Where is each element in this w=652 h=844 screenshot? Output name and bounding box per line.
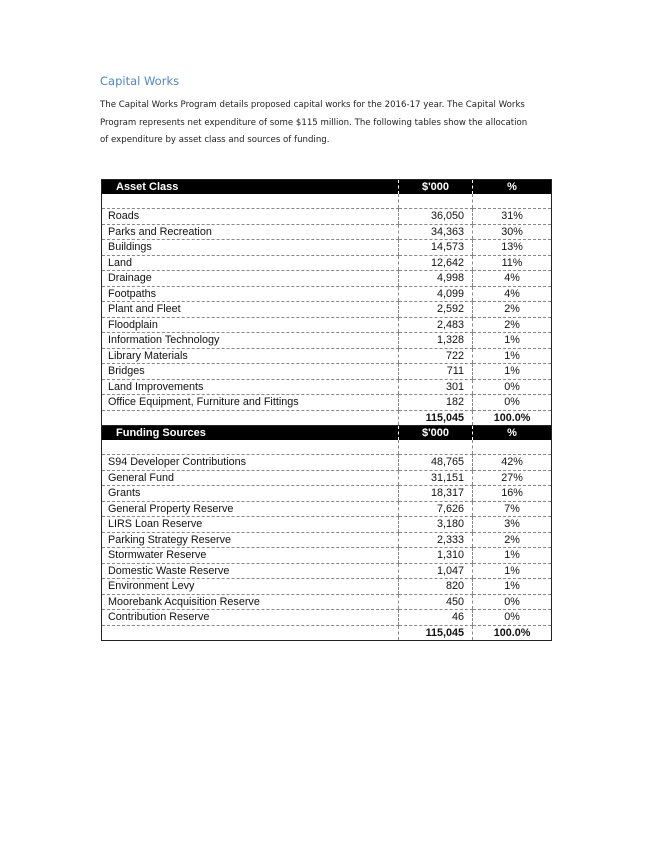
row-percent: 1% xyxy=(473,348,552,364)
amount-header: $'000 xyxy=(399,180,473,195)
table-row xyxy=(102,302,552,318)
row-name: LIRS Loan Reserve xyxy=(102,517,399,533)
row-percent: 4% xyxy=(473,286,552,302)
row-amount: 2,592 xyxy=(399,302,473,318)
table-row xyxy=(102,563,552,579)
spacer-cell xyxy=(399,440,473,455)
row-name: Land xyxy=(102,255,399,271)
row-percent: 7% xyxy=(473,501,552,517)
total-label-cell xyxy=(102,410,399,426)
row-percent: 2% xyxy=(473,302,552,318)
row-percent: 1% xyxy=(473,333,552,349)
row-percent: 1% xyxy=(473,579,552,595)
row-percent: 2% xyxy=(473,532,552,548)
asset-class-table xyxy=(101,179,552,426)
spacer-row xyxy=(102,194,552,209)
table-row xyxy=(102,517,552,533)
row-amount: 36,050 xyxy=(399,209,473,225)
row-name: General Property Reserve xyxy=(102,501,399,517)
row-name: Domestic Waste Reserve xyxy=(102,563,399,579)
funding-sources-header: Funding Sources xyxy=(102,426,399,441)
total-row xyxy=(102,625,552,641)
table-row xyxy=(102,610,552,626)
row-amount: 18,317 xyxy=(399,486,473,502)
row-amount: 7,626 xyxy=(399,501,473,517)
percent-header: % xyxy=(473,180,552,195)
asset-header-row xyxy=(102,180,552,195)
row-percent: 31% xyxy=(473,209,552,225)
row-name: Stormwater Reserve xyxy=(102,548,399,564)
row-name: Environment Levy xyxy=(102,579,399,595)
funding-header-row xyxy=(102,426,552,441)
row-percent: 2% xyxy=(473,317,552,333)
spacer-cell xyxy=(473,194,552,209)
row-amount: 820 xyxy=(399,579,473,595)
table-row xyxy=(102,224,552,240)
table-row xyxy=(102,470,552,486)
row-amount: 4,099 xyxy=(399,286,473,302)
table-row xyxy=(102,317,552,333)
row-amount: 1,047 xyxy=(399,563,473,579)
total-percent: 100.0% xyxy=(473,410,552,426)
table-row xyxy=(102,240,552,256)
spacer-cell xyxy=(399,194,473,209)
row-name: Land Improvements xyxy=(102,379,399,395)
row-amount: 301 xyxy=(399,379,473,395)
row-name: S94 Developer Contributions xyxy=(102,455,399,471)
total-percent: 100.0% xyxy=(473,625,552,641)
table-row xyxy=(102,333,552,349)
row-name: Moorebank Acquisition Reserve xyxy=(102,594,399,610)
row-amount: 46 xyxy=(399,610,473,626)
row-name: Library Materials xyxy=(102,348,399,364)
row-percent: 0% xyxy=(473,594,552,610)
row-percent: 27% xyxy=(473,470,552,486)
row-percent: 4% xyxy=(473,271,552,287)
table-row xyxy=(102,286,552,302)
row-name: Footpaths xyxy=(102,286,399,302)
row-amount: 14,573 xyxy=(399,240,473,256)
row-amount: 31,151 xyxy=(399,470,473,486)
row-name: Bridges xyxy=(102,364,399,380)
table-row xyxy=(102,579,552,595)
row-name: Office Equipment, Furniture and Fittings xyxy=(102,395,399,411)
total-amount: 115,045 xyxy=(399,625,473,641)
spacer-cell xyxy=(473,440,552,455)
row-amount: 4,998 xyxy=(399,271,473,287)
intro-text: The Capital Works Program details proposed capital works for the 2016-17 year. The Capital Works Program represents net expenditure of some $115 million. The following tables show the allocation of expenditure by asset class and sources of funding. xyxy=(100,100,528,145)
row-amount: 711 xyxy=(399,364,473,380)
table-row xyxy=(102,455,552,471)
row-percent: 1% xyxy=(473,548,552,564)
asset-class-header: Asset Class xyxy=(102,180,399,195)
table-row xyxy=(102,532,552,548)
row-amount: 3,180 xyxy=(399,517,473,533)
row-name: Plant and Fleet xyxy=(102,302,399,318)
funding-sources-table xyxy=(101,425,552,641)
row-percent: 11% xyxy=(473,255,552,271)
table-row xyxy=(102,501,552,517)
row-amount: 12,642 xyxy=(399,255,473,271)
table-row xyxy=(102,379,552,395)
section-heading: Capital Works xyxy=(100,74,180,88)
table-row xyxy=(102,364,552,380)
spacer-row xyxy=(102,440,552,455)
table-row xyxy=(102,395,552,411)
row-amount: 34,363 xyxy=(399,224,473,240)
row-amount: 2,333 xyxy=(399,532,473,548)
row-name: Contribution Reserve xyxy=(102,610,399,626)
percent-header: % xyxy=(473,426,552,441)
row-name: Buildings xyxy=(102,240,399,256)
row-name: Grants xyxy=(102,486,399,502)
row-name: Parking Strategy Reserve xyxy=(102,532,399,548)
row-name: General Fund xyxy=(102,470,399,486)
total-amount: 115,045 xyxy=(399,410,473,426)
row-percent: 0% xyxy=(473,379,552,395)
table-row xyxy=(102,348,552,364)
table-row xyxy=(102,255,552,271)
table-row xyxy=(102,594,552,610)
row-name: Roads xyxy=(102,209,399,225)
row-name: Information Technology xyxy=(102,333,399,349)
spacer-cell xyxy=(102,440,399,455)
total-label-cell xyxy=(102,625,399,641)
table-row xyxy=(102,271,552,287)
total-row xyxy=(102,410,552,426)
row-percent: 1% xyxy=(473,364,552,380)
row-amount: 722 xyxy=(399,348,473,364)
row-name: Drainage xyxy=(102,271,399,287)
intro-paragraph xyxy=(100,97,530,150)
row-percent: 16% xyxy=(473,486,552,502)
table-row xyxy=(102,548,552,564)
row-name: Parks and Recreation xyxy=(102,224,399,240)
row-amount: 1,328 xyxy=(399,333,473,349)
row-amount: 450 xyxy=(399,594,473,610)
table-row xyxy=(102,486,552,502)
spacer-cell xyxy=(102,194,399,209)
amount-header: $'000 xyxy=(399,426,473,441)
row-name: Floodplain xyxy=(102,317,399,333)
row-percent: 42% xyxy=(473,455,552,471)
row-percent: 13% xyxy=(473,240,552,256)
row-percent: 0% xyxy=(473,610,552,626)
row-amount: 1,310 xyxy=(399,548,473,564)
row-percent: 3% xyxy=(473,517,552,533)
table-row xyxy=(102,209,552,225)
row-percent: 30% xyxy=(473,224,552,240)
row-amount: 2,483 xyxy=(399,317,473,333)
row-percent: 0% xyxy=(473,395,552,411)
row-amount: 182 xyxy=(399,395,473,411)
row-amount: 48,765 xyxy=(399,455,473,471)
row-percent: 1% xyxy=(473,563,552,579)
